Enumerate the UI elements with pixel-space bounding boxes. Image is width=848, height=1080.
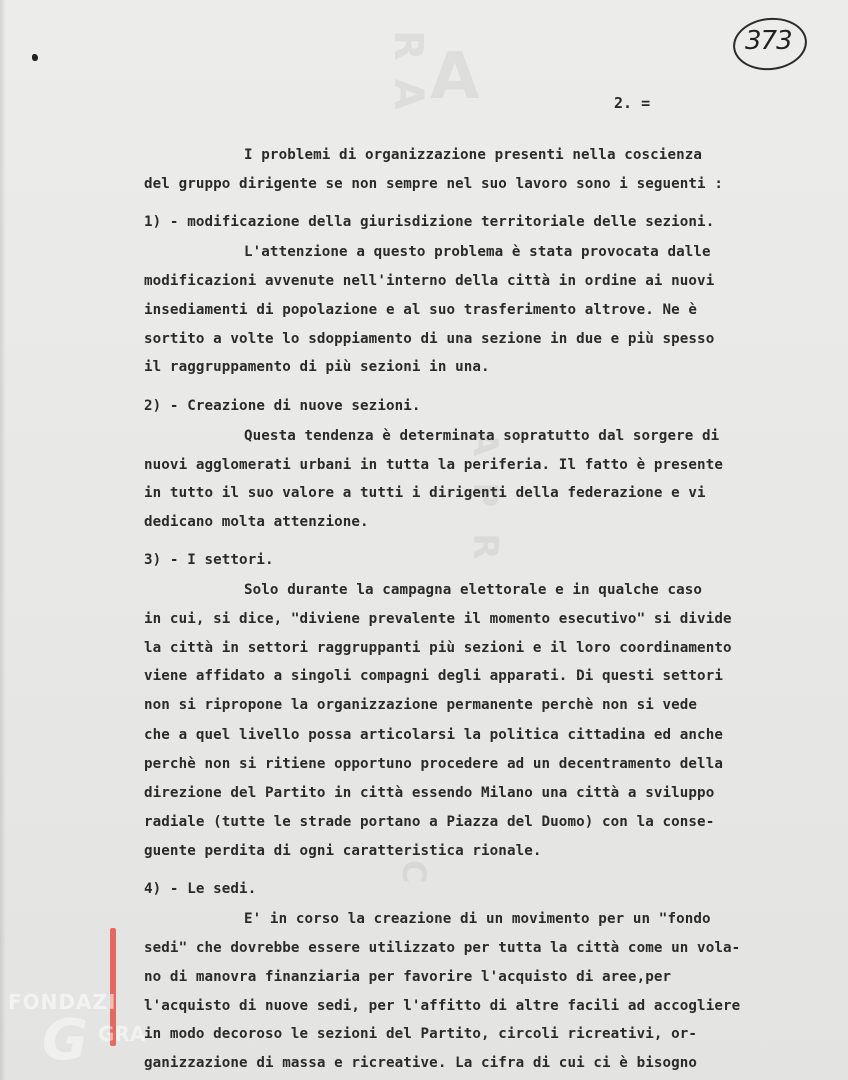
text-line: la città in settori raggruppanti più sezioni e il loro coordinamento [144,640,732,656]
text-line: dedicano molta attenzione. [144,514,369,530]
text-line: nuovi agglomerati urbani in tutta la periferia. Il fatto è presente [144,457,723,473]
text-line: in tutto il suo valore a tutti i dirigenti della federazione e vi [144,485,706,501]
ink-speck [32,54,38,61]
text-line: Solo durante la campagna elettorale e in qualche caso [244,582,703,598]
text-line: ganizzazione di massa e ricreative. La cifra di cui ci è bisogno [144,1055,698,1071]
bleed-through-glyph: A [430,40,480,114]
text-line: perchè non si ritiene opportuno procedere ad un decentramento della [144,756,723,772]
section-heading-2: 2) - Creazione di nuove sezioni. [144,398,421,414]
text-line: in modo decoroso le sezioni del Partito, circoli ricreativi, or- [144,1026,698,1042]
text-line: viene affidato a singoli compagni degli apparati. Di questi settori [144,668,723,684]
text-line: in cui, si dice, "diviene prevalente il momento esecutivo" si divide [144,611,732,627]
section-heading-1: 1) - modificazione della giurisdizione territoriale delle sezioni. [144,214,715,230]
text-line: che a quel livello possa articolarsi la politica cittadina ed anche [144,727,723,743]
text-line: non si ripropone la organizzazione permanente perchè non si vede [144,697,698,713]
text-line: E' in corso la creazione di un movimento per un "fondo [244,911,711,927]
text-line: no di manovra finanziaria per favorire l'acquisto di aree,per [144,969,672,985]
text-line: sedi" che dovrebbe essere utilizzato per tutta la città come un vola- [144,940,741,956]
text-line: il raggruppamento di più sezioni in una. [144,359,490,375]
text-line: guente perdita di ogni caratteristica rionale. [144,843,542,859]
section-heading-3: 3) - I settori. [144,552,274,568]
text-line: direzione del Partito in città essendo Milano una città a sviluppo [144,785,715,801]
text-line: del gruppo dirigente se non sempre nel suo lavoro sono i seguenti : [144,176,723,192]
page-edge-shadow [0,0,6,1080]
watermark-logo-glyph: G [42,1008,88,1073]
archive-stamp-number: 373 [745,26,792,56]
text-line: radiale (tutte le strade portano a Piazza del Duomo) con la conse- [144,814,715,830]
text-line: modificazioni avvenute nell'interno della città in ordine ai nuovi [144,273,715,289]
watermark-text: FONDAZI [8,990,117,1014]
watermark-text: GRA [98,1022,146,1046]
bleed-through-text: C [395,860,433,906]
page-number: 2. = [614,94,651,112]
section-heading-4: 4) - Le sedi. [144,881,257,897]
text-line: Questa tendenza è determinata sopratutto dal sorgere di [244,428,720,444]
text-line: sortito a volte lo sdoppiamento di una sezione in due e più spesso [144,331,715,347]
bleed-through-text: RA [385,30,431,128]
text-line: L'attenzione a questo problema è stata provocata dalle [244,244,711,260]
text-line: I problemi di organizzazione presenti nella coscienza [244,147,703,163]
text-line: l'acquisto di nuove sedi, per l'affitto di altre facili ad accogliere [144,998,741,1014]
text-line: insediamenti di popolazione e al suo trasferimento altrove. Ne è [144,302,698,318]
bleed-through-text: APR [465,430,505,586]
